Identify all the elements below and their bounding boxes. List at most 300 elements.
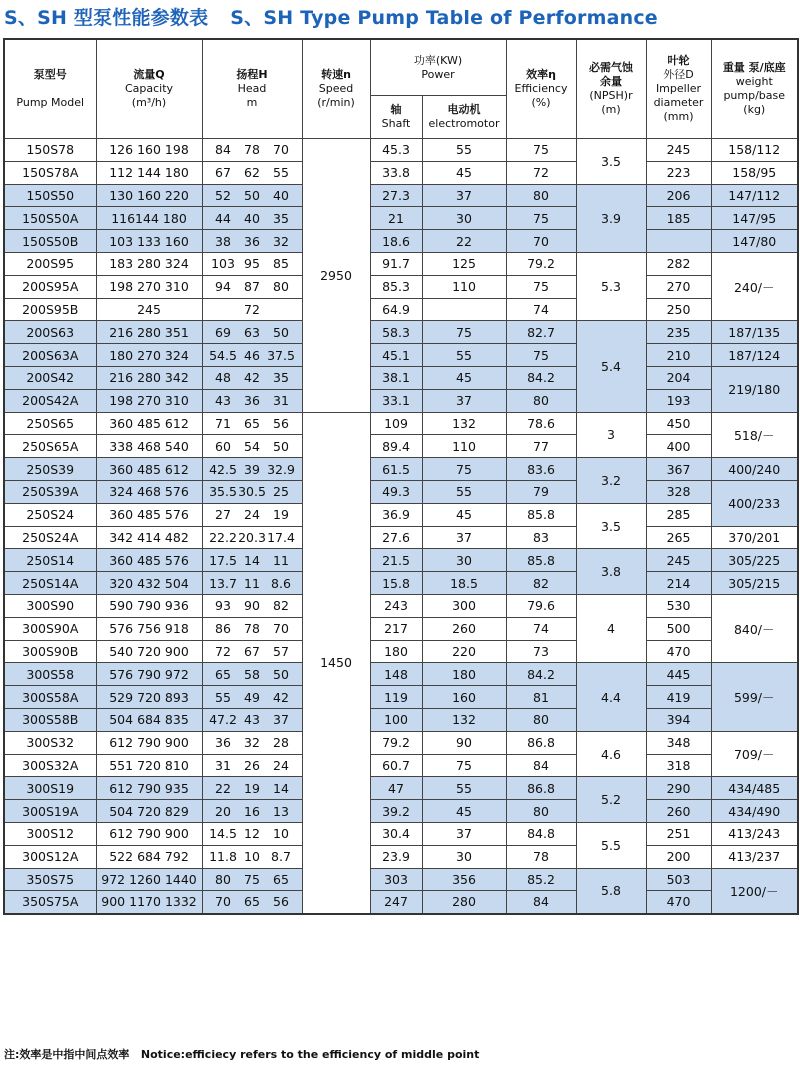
cell-weight: 709/－ [711,731,798,777]
cell-impeller: 270 [646,275,711,298]
cell-motor: 55 [422,480,506,503]
cell-weight: 147/80 [711,230,798,253]
cell-efficiency: 79.6 [506,594,576,617]
cell-head: 22 19 14 [202,777,302,800]
cell-efficiency: 85.8 [506,503,576,526]
cell-motor [422,298,506,321]
cell-capacity: 551 720 810 [96,754,202,777]
cell-efficiency: 86.8 [506,777,576,800]
cell-weight: 400/240 [711,458,798,481]
cell-impeller: 206 [646,184,711,207]
cell-capacity: 324 468 576 [96,480,202,503]
header-head: 扬程H Head m [202,39,302,139]
footnote [4,1046,479,1062]
cell-npsh: 3 [576,412,646,458]
cell-npsh: 5.8 [576,868,646,914]
table-row [4,458,798,481]
cell-capacity: 116144 180 [96,207,202,230]
cell-capacity: 590 790 936 [96,594,202,617]
cell-impeller: 282 [646,252,711,275]
table-row [4,435,798,458]
cell-weight: 434/485 [711,777,798,800]
cell-shaft: 247 [370,891,422,914]
cell-model: 300S32 [4,731,96,754]
cell-capacity: 216 280 342 [96,366,202,389]
cell-head: 69 63 50 [202,321,302,344]
header-weight: 重量 泵/底座 weight pump/base (kg) [711,39,798,139]
cell-motor: 110 [422,435,506,458]
cell-motor: 300 [422,594,506,617]
cell-weight: 158/112 [711,139,798,162]
cell-head: 80 75 65 [202,868,302,891]
cell-head: 11.8 10 8.7 [202,845,302,868]
table-row [4,366,798,389]
header-npsh: 必需气蚀 余量 (NPSH)r (m) [576,39,646,139]
cell-shaft: 23.9 [370,845,422,868]
cell-efficiency: 82.7 [506,321,576,344]
cell-shaft: 15.8 [370,572,422,595]
header-motor: 电动机 electromotor [422,96,506,139]
cell-motor: 280 [422,891,506,914]
cell-model: 300S12 [4,822,96,845]
cell-impeller: 445 [646,663,711,686]
cell-shaft: 64.9 [370,298,422,321]
cell-motor: 30 [422,207,506,230]
cell-model: 150S50B [4,230,96,253]
table-row [4,868,798,891]
title-en: S、SH Type Pump Table of Performance [230,7,658,29]
table-row [4,617,798,640]
cell-motor: 37 [422,822,506,845]
cell-motor: 132 [422,708,506,731]
cell-npsh: 3.5 [576,503,646,549]
cell-npsh: 5.4 [576,321,646,412]
cell-model: 200S63A [4,344,96,367]
cell-efficiency: 84 [506,754,576,777]
cell-npsh: 4.4 [576,663,646,731]
cell-model: 200S95B [4,298,96,321]
cell-impeller: 290 [646,777,711,800]
cell-motor: 160 [422,686,506,709]
cell-shaft: 38.1 [370,366,422,389]
table-row [4,777,798,800]
cell-impeller: 193 [646,389,711,412]
cell-head: 48 42 35 [202,366,302,389]
cell-impeller: 251 [646,822,711,845]
cell-weight: 599/－ [711,663,798,731]
cell-efficiency: 84 [506,891,576,914]
cell-model: 250S24 [4,503,96,526]
cell-shaft: 119 [370,686,422,709]
cell-motor: 45 [422,800,506,823]
cell-model: 350S75 [4,868,96,891]
cell-capacity: 612 790 900 [96,731,202,754]
cell-head: 60 54 50 [202,435,302,458]
cell-efficiency: 79.2 [506,252,576,275]
footnote-cn: 注:效率是中指中间点效率 [4,1048,130,1061]
footnote-en: Notice:efficiecy refers to the efficiency of middle point [140,1048,480,1061]
cell-efficiency: 82 [506,572,576,595]
cell-capacity: 342 414 482 [96,526,202,549]
cell-efficiency: 73 [506,640,576,663]
cell-impeller: 265 [646,526,711,549]
cell-head: 52 50 40 [202,184,302,207]
cell-efficiency: 85.2 [506,868,576,891]
cell-motor: 30 [422,549,506,572]
cell-model: 200S42 [4,366,96,389]
cell-efficiency: 78.6 [506,412,576,435]
header-model: 泵型号 Pump Model [4,39,96,139]
cell-weight: 187/135 [711,321,798,344]
cell-shaft: 180 [370,640,422,663]
cell-capacity: 360 485 576 [96,549,202,572]
cell-speed: 1450 [302,412,370,914]
cell-efficiency: 80 [506,184,576,207]
cell-impeller: 500 [646,617,711,640]
cell-head: 20 16 13 [202,800,302,823]
cell-head: 70 65 56 [202,891,302,914]
cell-efficiency: 80 [506,800,576,823]
header-impeller: 叶轮 外径D Impeller diameter (mm) [646,39,711,139]
cell-model: 200S63 [4,321,96,344]
table-row [4,549,798,572]
cell-impeller: 245 [646,139,711,162]
cell-motor: 75 [422,754,506,777]
table-row [4,686,798,709]
cell-head: 17.5 14 11 [202,549,302,572]
cell-npsh: 5.3 [576,252,646,320]
cell-head: 55 49 42 [202,686,302,709]
cell-model: 300S58 [4,663,96,686]
cell-efficiency: 84.2 [506,663,576,686]
cell-weight: 219/180 [711,366,798,412]
cell-shaft: 100 [370,708,422,731]
cell-shaft: 27.3 [370,184,422,207]
cell-head: 67 62 55 [202,161,302,184]
cell-impeller: 285 [646,503,711,526]
table-row [4,891,798,914]
cell-efficiency: 79 [506,480,576,503]
cell-efficiency: 84.2 [506,366,576,389]
table-row [4,663,798,686]
cell-capacity: 576 790 972 [96,663,202,686]
cell-model: 350S75A [4,891,96,914]
cell-capacity: 198 270 310 [96,389,202,412]
cell-head: 71 65 56 [202,412,302,435]
cell-head: 44 40 35 [202,207,302,230]
table-row [4,321,798,344]
cell-capacity: 338 468 540 [96,435,202,458]
cell-motor: 180 [422,663,506,686]
table-row [4,754,798,777]
cell-capacity: 540 720 900 [96,640,202,663]
cell-capacity: 360 485 612 [96,412,202,435]
cell-model: 300S58B [4,708,96,731]
cell-motor: 55 [422,139,506,162]
cell-efficiency: 72 [506,161,576,184]
cell-weight: 240/－ [711,252,798,320]
cell-weight: 413/237 [711,845,798,868]
cell-weight: 370/201 [711,526,798,549]
table-row [4,207,798,230]
cell-model: 250S14 [4,549,96,572]
cell-head: 72 67 57 [202,640,302,663]
cell-impeller: 450 [646,412,711,435]
cell-shaft: 49.3 [370,480,422,503]
cell-weight: 305/225 [711,549,798,572]
cell-head: 72 [202,298,302,321]
cell-motor: 260 [422,617,506,640]
cell-shaft: 45.3 [370,139,422,162]
cell-model: 250S39A [4,480,96,503]
cell-capacity: 529 720 893 [96,686,202,709]
cell-head: 13.7 11 8.6 [202,572,302,595]
table-row [4,480,798,503]
cell-weight: 413/243 [711,822,798,845]
cell-motor: 37 [422,526,506,549]
table-row [4,275,798,298]
cell-capacity: 504 720 829 [96,800,202,823]
cell-model: 200S95 [4,252,96,275]
cell-head: 43 36 31 [202,389,302,412]
header-speed: 转速n Speed (r/min) [302,39,370,139]
cell-impeller: 394 [646,708,711,731]
cell-capacity: 504 684 835 [96,708,202,731]
cell-impeller: 328 [646,480,711,503]
cell-model: 150S78A [4,161,96,184]
cell-shaft: 243 [370,594,422,617]
cell-efficiency: 84.8 [506,822,576,845]
cell-head: 14.5 12 10 [202,822,302,845]
cell-head: 42.5 39 32.9 [202,458,302,481]
cell-shaft: 79.2 [370,731,422,754]
cell-impeller: 348 [646,731,711,754]
cell-shaft: 36.9 [370,503,422,526]
cell-capacity: 180 270 324 [96,344,202,367]
cell-motor: 37 [422,389,506,412]
cell-capacity: 216 280 351 [96,321,202,344]
cell-head: 86 78 70 [202,617,302,640]
cell-impeller: 245 [646,549,711,572]
cell-weight: 187/124 [711,344,798,367]
cell-impeller [646,230,711,253]
cell-motor: 30 [422,845,506,868]
table-row [4,139,798,162]
cell-motor: 55 [422,344,506,367]
cell-shaft: 85.3 [370,275,422,298]
performance-table [3,38,799,915]
cell-shaft: 33.1 [370,389,422,412]
table-row [4,344,798,367]
cell-impeller: 400 [646,435,711,458]
cell-capacity: 183 280 324 [96,252,202,275]
cell-shaft: 39.2 [370,800,422,823]
table-row [4,845,798,868]
table-row [4,572,798,595]
cell-model: 250S24A [4,526,96,549]
cell-capacity: 198 270 310 [96,275,202,298]
cell-efficiency: 74 [506,617,576,640]
cell-shaft: 47 [370,777,422,800]
cell-shaft: 45.1 [370,344,422,367]
cell-model: 300S32A [4,754,96,777]
table-row [4,252,798,275]
cell-weight: 305/215 [711,572,798,595]
cell-capacity: 112 144 180 [96,161,202,184]
table-row [4,230,798,253]
cell-model: 300S90 [4,594,96,617]
cell-npsh: 4 [576,594,646,662]
cell-efficiency: 70 [506,230,576,253]
cell-impeller: 235 [646,321,711,344]
cell-capacity: 900 1170 1332 [96,891,202,914]
cell-shaft: 109 [370,412,422,435]
cell-capacity: 126 160 198 [96,139,202,162]
cell-weight: 147/112 [711,184,798,207]
cell-npsh: 5.5 [576,822,646,868]
table-row [4,184,798,207]
cell-capacity: 245 [96,298,202,321]
cell-weight: 518/－ [711,412,798,458]
cell-efficiency: 75 [506,344,576,367]
cell-capacity: 972 1260 1440 [96,868,202,891]
cell-capacity: 360 485 576 [96,503,202,526]
cell-head: 65 58 50 [202,663,302,686]
cell-efficiency: 83 [506,526,576,549]
cell-capacity: 576 756 918 [96,617,202,640]
table-row [4,412,798,435]
cell-motor: 45 [422,366,506,389]
page-title [4,3,658,33]
cell-efficiency: 80 [506,708,576,731]
cell-impeller: 367 [646,458,711,481]
cell-model: 150S50A [4,207,96,230]
cell-efficiency: 75 [506,207,576,230]
cell-model: 150S78 [4,139,96,162]
cell-motor: 132 [422,412,506,435]
cell-efficiency: 77 [506,435,576,458]
cell-head: 36 32 28 [202,731,302,754]
cell-capacity: 612 790 935 [96,777,202,800]
cell-efficiency: 81 [506,686,576,709]
cell-capacity: 130 160 220 [96,184,202,207]
cell-efficiency: 83.6 [506,458,576,481]
cell-motor: 75 [422,458,506,481]
cell-motor: 45 [422,161,506,184]
cell-model: 250S65 [4,412,96,435]
cell-shaft: 27.6 [370,526,422,549]
cell-shaft: 61.5 [370,458,422,481]
cell-motor: 45 [422,503,506,526]
cell-impeller: 470 [646,891,711,914]
cell-motor: 37 [422,184,506,207]
cell-efficiency: 86.8 [506,731,576,754]
cell-head: 38 36 32 [202,230,302,253]
cell-impeller: 214 [646,572,711,595]
cell-shaft: 60.7 [370,754,422,777]
table-row [4,731,798,754]
cell-impeller: 530 [646,594,711,617]
cell-capacity: 103 133 160 [96,230,202,253]
cell-impeller: 503 [646,868,711,891]
cell-efficiency: 80 [506,389,576,412]
table-row [4,800,798,823]
cell-shaft: 91.7 [370,252,422,275]
table-row [4,526,798,549]
table-row [4,389,798,412]
table-row [4,594,798,617]
cell-impeller: 470 [646,640,711,663]
table-row [4,503,798,526]
cell-efficiency: 75 [506,275,576,298]
cell-model: 200S95A [4,275,96,298]
cell-impeller: 185 [646,207,711,230]
cell-head: 84 78 70 [202,139,302,162]
cell-model: 250S65A [4,435,96,458]
cell-motor: 55 [422,777,506,800]
cell-weight: 158/95 [711,161,798,184]
cell-efficiency: 74 [506,298,576,321]
header-power: 功率(KW) Power [370,39,506,96]
cell-model: 300S19 [4,777,96,800]
cell-efficiency: 78 [506,845,576,868]
cell-impeller: 223 [646,161,711,184]
cell-head: 93 90 82 [202,594,302,617]
cell-motor: 75 [422,321,506,344]
cell-motor: 220 [422,640,506,663]
cell-shaft: 217 [370,617,422,640]
cell-weight: 434/490 [711,800,798,823]
cell-weight: 1200/－ [711,868,798,914]
cell-model: 300S90A [4,617,96,640]
cell-motor: 110 [422,275,506,298]
cell-weight: 147/95 [711,207,798,230]
cell-impeller: 204 [646,366,711,389]
table-row [4,161,798,184]
cell-head: 22.2 20.3 17.4 [202,526,302,549]
cell-head: 103 95 85 [202,252,302,275]
cell-shaft: 21.5 [370,549,422,572]
cell-npsh: 3.2 [576,458,646,504]
title-cn: S、SH 型泵性能参数表 [4,7,209,29]
cell-npsh: 3.5 [576,139,646,185]
cell-head: 54.5 46 37.5 [202,344,302,367]
cell-motor: 18.5 [422,572,506,595]
table-row [4,640,798,663]
cell-head: 31 26 24 [202,754,302,777]
cell-model: 150S50 [4,184,96,207]
cell-efficiency: 85.8 [506,549,576,572]
cell-motor: 125 [422,252,506,275]
cell-model: 300S19A [4,800,96,823]
table-row [4,708,798,731]
cell-impeller: 250 [646,298,711,321]
cell-impeller: 200 [646,845,711,868]
cell-model: 300S12A [4,845,96,868]
cell-capacity: 612 790 900 [96,822,202,845]
cell-motor: 90 [422,731,506,754]
cell-shaft: 33.8 [370,161,422,184]
cell-efficiency: 75 [506,139,576,162]
cell-head: 35.5 30.5 25 [202,480,302,503]
header-shaft: 轴 Shaft [370,96,422,139]
cell-motor: 356 [422,868,506,891]
cell-motor: 22 [422,230,506,253]
cell-weight: 400/233 [711,480,798,526]
cell-capacity: 360 485 612 [96,458,202,481]
cell-npsh: 3.9 [576,184,646,252]
cell-shaft: 89.4 [370,435,422,458]
